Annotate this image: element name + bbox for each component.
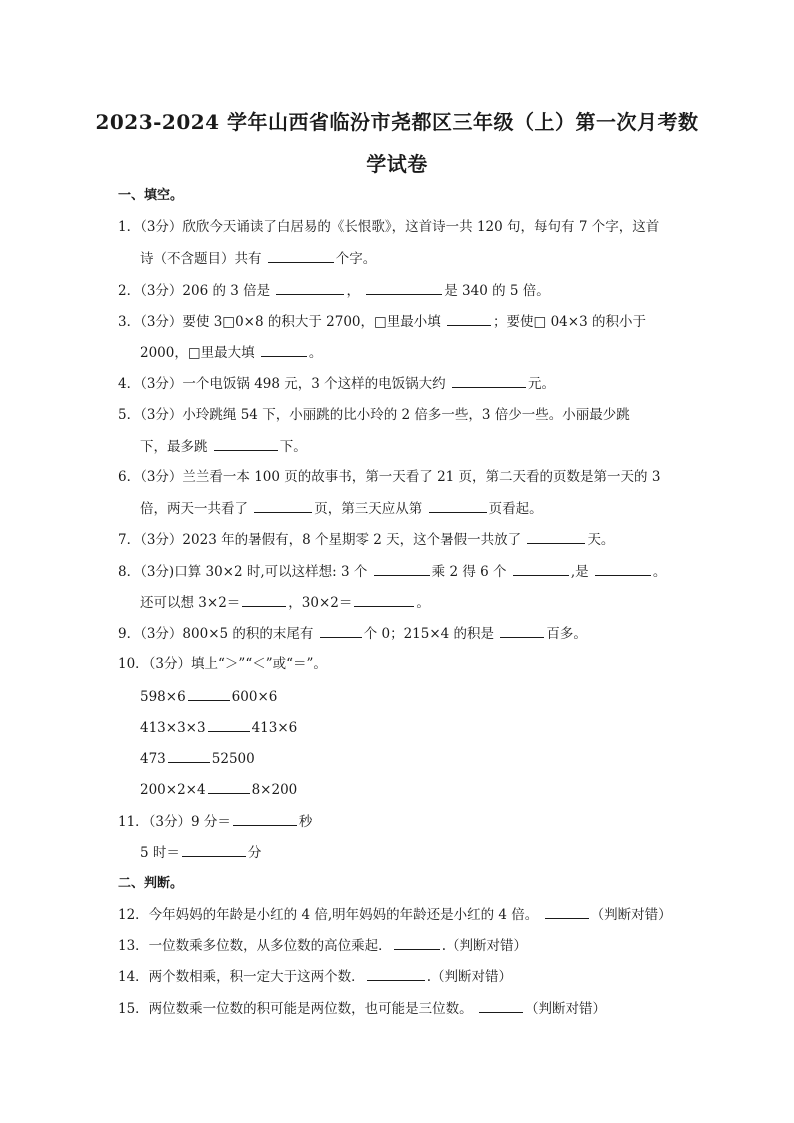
answer-blank[interactable] bbox=[214, 436, 278, 451]
compare-right: 8×200 bbox=[251, 782, 298, 798]
answer-blank[interactable] bbox=[320, 623, 362, 638]
answer-blank[interactable] bbox=[188, 686, 230, 701]
compare-row-2 bbox=[140, 717, 297, 738]
question-5-text: 5．（3分）小玲跳绳 54 下，小丽跳的比小玲的 2 倍多一些，3 倍少一些。小丽最少跳 bbox=[118, 407, 630, 423]
question-6-line-2 bbox=[140, 498, 543, 519]
question-11-text: 11．（3分）9 分＝ bbox=[118, 814, 231, 830]
compare-row-1 bbox=[140, 686, 277, 707]
question-8-text-5: 还可以想 3×2＝ bbox=[140, 595, 241, 611]
answer-blank[interactable] bbox=[208, 717, 250, 732]
question-7-text-2: 天。 bbox=[587, 532, 615, 548]
answer-blank[interactable] bbox=[374, 561, 430, 576]
question-2-comma: ， bbox=[346, 283, 360, 299]
question-5-text-3: 下。 bbox=[279, 439, 307, 455]
question-8-text: 8．（3分)口算 30×2 时,可以这样想: 3 个 bbox=[118, 564, 368, 580]
answer-blank[interactable] bbox=[500, 623, 544, 638]
answer-blank[interactable] bbox=[479, 998, 523, 1013]
exam-title-line-2: 学试卷 bbox=[366, 152, 428, 176]
question-9-text: 9．（3分）800×5 的积的末尾有 bbox=[118, 626, 314, 642]
question-13-text: 13．一位数乘多位数，从多位数的高位乘起． bbox=[118, 938, 392, 954]
answer-blank[interactable] bbox=[276, 280, 344, 295]
question-3-text-3: 2000，□里最大填 bbox=[140, 345, 255, 361]
question-1-line-1 bbox=[118, 217, 659, 237]
answer-blank[interactable] bbox=[447, 311, 491, 326]
answer-blank[interactable] bbox=[527, 529, 585, 544]
question-6-text-4: 页看起。 bbox=[488, 501, 543, 517]
question-10-text: 10．（3分）填上“＞”“＜”或“＝”。 bbox=[118, 656, 327, 672]
question-12-hint: （判断对错） bbox=[590, 907, 672, 923]
answer-blank[interactable] bbox=[233, 811, 297, 826]
compare-right: 413×6 bbox=[251, 720, 298, 736]
question-8-line-1 bbox=[118, 561, 666, 582]
question-3-line-2 bbox=[140, 342, 322, 363]
answer-blank[interactable] bbox=[367, 966, 425, 981]
question-8-text-7: 。 bbox=[416, 595, 430, 611]
answer-blank[interactable] bbox=[354, 592, 414, 607]
answer-blank[interactable] bbox=[452, 373, 526, 388]
question-8-text-3: ,是 bbox=[570, 564, 589, 580]
question-4 bbox=[118, 373, 555, 394]
question-7-text: 7．（3分）2023 年的暑假有，8 个星期零 2 天，这个暑假一共放了 bbox=[118, 532, 522, 548]
compare-row-3 bbox=[140, 748, 255, 769]
question-9-text-3: 百多。 bbox=[546, 626, 587, 642]
question-14 bbox=[118, 966, 512, 987]
question-12 bbox=[118, 904, 672, 925]
question-14-hint: .（判断对错） bbox=[426, 969, 512, 985]
question-2 bbox=[118, 280, 550, 301]
question-2-text-2: 是 340 的 5 倍。 bbox=[444, 283, 550, 299]
answer-blank[interactable] bbox=[168, 748, 210, 763]
question-3-text: 3．（3分）要使 3□0×8 的积大于 2700，□里最小填 bbox=[118, 314, 441, 330]
question-15 bbox=[118, 998, 606, 1019]
question-9-text-2: 个 0；215×4 的积是 bbox=[363, 626, 495, 642]
question-11-text-2: 5 时＝ bbox=[140, 845, 180, 861]
question-14-text: 14．两个数相乘，积一定大于这两个数． bbox=[118, 969, 365, 985]
question-6-text-3: 页，第三天应从第 bbox=[314, 501, 423, 517]
answer-blank[interactable] bbox=[268, 248, 334, 263]
question-5-line-1 bbox=[118, 405, 630, 425]
compare-left: 473 bbox=[140, 751, 166, 767]
compare-left: 413×3×3 bbox=[140, 720, 206, 736]
question-9 bbox=[118, 623, 587, 644]
exam-title-line-1: 2023-2024 学年山西省临汾市尧都区三年级（上）第一次月考数 bbox=[95, 110, 699, 134]
question-6-text-2: 倍，两天一共看了 bbox=[140, 501, 248, 517]
question-3-line-1 bbox=[118, 311, 646, 332]
compare-row-4 bbox=[140, 779, 297, 800]
answer-blank[interactable] bbox=[182, 842, 246, 857]
question-1-text: 1．（3分）欣欣今天诵读了白居易的《长恨歌》，这首诗一共 120 句，每句有 7 个字，这首 bbox=[118, 219, 660, 235]
compare-right: 600×6 bbox=[231, 689, 278, 705]
question-11-line-2 bbox=[140, 842, 261, 863]
question-15-text: 15．两位数乘一位数的积可能是两位数，也可能是三位数。 bbox=[118, 1001, 473, 1017]
question-4-text: 4．（3分）一个电饭锅 498 元，3 个这样的电饭锅大约 bbox=[118, 376, 446, 392]
answer-blank[interactable] bbox=[513, 561, 569, 576]
question-11-unit-2: 分 bbox=[247, 845, 262, 861]
question-13 bbox=[118, 935, 527, 956]
answer-blank[interactable] bbox=[394, 935, 440, 950]
question-3-text-2: ；要使□ 04×3 的积小于 bbox=[493, 314, 646, 330]
answer-blank[interactable] bbox=[254, 498, 312, 513]
answer-blank[interactable] bbox=[366, 280, 442, 295]
question-8-text-2: 乘 2 得 6 个 bbox=[431, 564, 507, 580]
question-6-line-1 bbox=[118, 467, 660, 487]
section-heading-fill-in: 一、填空。 bbox=[118, 188, 184, 203]
question-10 bbox=[118, 654, 327, 674]
answer-blank[interactable] bbox=[208, 779, 250, 794]
question-4-text-2: 元。 bbox=[527, 376, 555, 392]
question-1-line-2 bbox=[140, 248, 376, 269]
answer-blank[interactable] bbox=[429, 498, 487, 513]
question-1-text-2: 诗（不含题目）共有 bbox=[140, 251, 262, 267]
answer-blank[interactable] bbox=[545, 904, 589, 919]
question-3-text-4: 。 bbox=[308, 345, 323, 361]
question-8-text-6: ，30×2＝ bbox=[288, 595, 353, 611]
question-5-line-2 bbox=[140, 436, 307, 457]
question-7 bbox=[118, 529, 614, 550]
question-8-line-2 bbox=[140, 592, 430, 613]
question-2-text: 2．（3分）206 的 3 倍是 bbox=[118, 283, 271, 299]
answer-blank[interactable] bbox=[261, 342, 307, 357]
compare-right: 52500 bbox=[211, 751, 255, 767]
question-1-text-3: 个字。 bbox=[335, 251, 377, 267]
question-11-line-1 bbox=[118, 811, 312, 832]
answer-blank[interactable] bbox=[242, 592, 286, 607]
compare-left: 200×2×4 bbox=[140, 782, 206, 798]
question-11-unit: 秒 bbox=[298, 814, 313, 830]
question-13-hint: .（判断对错） bbox=[441, 938, 527, 954]
answer-blank[interactable] bbox=[595, 561, 651, 576]
question-6-text: 6．（3分）兰兰看一本 100 页的故事书，第一天看了 21 页，第二天看的页数是第一天的 3 bbox=[118, 469, 661, 485]
section-heading-judge: 二、判断。 bbox=[118, 876, 184, 891]
question-5-text-2: 下，最多跳 bbox=[140, 439, 208, 455]
question-8-text-4: 。 bbox=[652, 564, 667, 580]
compare-left: 598×6 bbox=[140, 689, 186, 705]
question-15-hint: （判断对错） bbox=[524, 1001, 606, 1017]
question-12-text: 12．今年妈妈的年龄是小红的 4 倍,明年妈妈的年龄还是小红的 4 倍。 bbox=[118, 907, 539, 923]
